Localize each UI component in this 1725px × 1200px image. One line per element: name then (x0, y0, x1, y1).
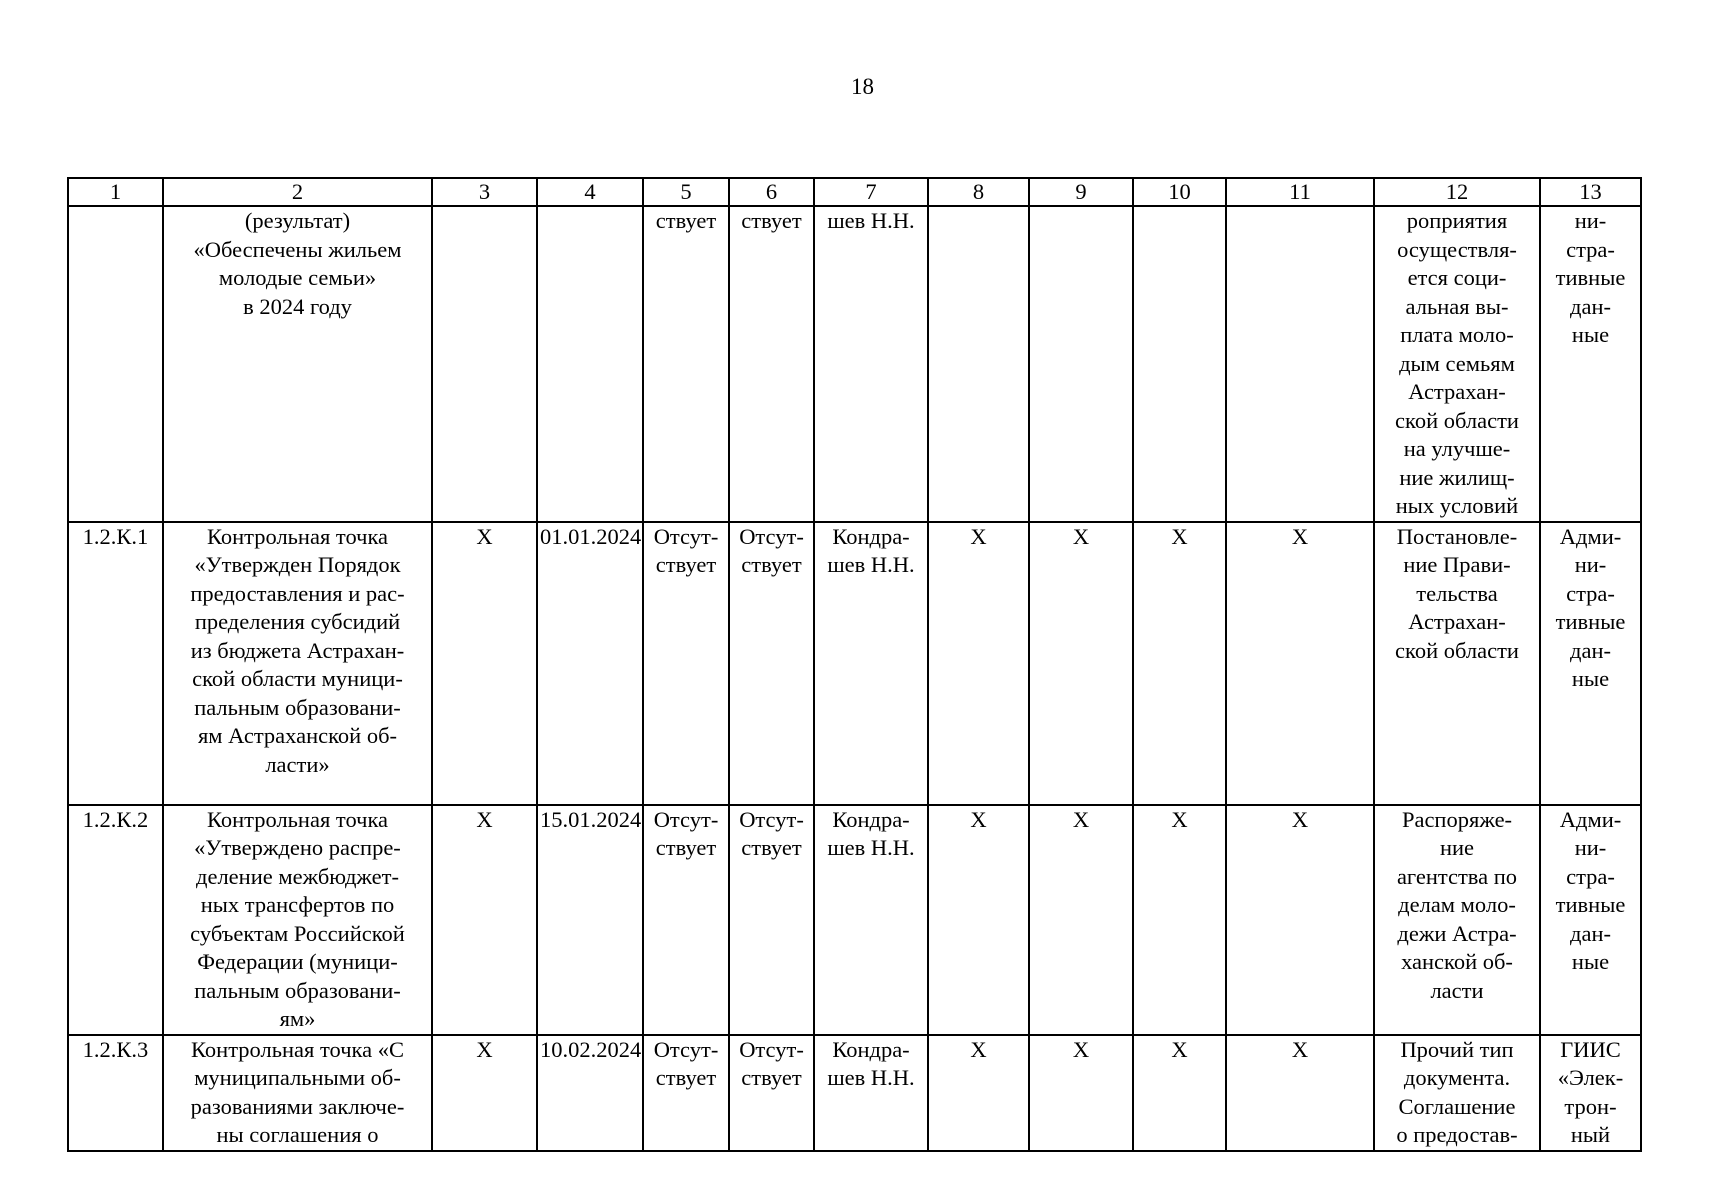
column-header: 7 (814, 178, 928, 206)
cell-col5: Отсут- ствует (643, 1035, 729, 1151)
cell-col6: Отсут- ствует (729, 1035, 814, 1151)
column-header: 4 (537, 178, 643, 206)
cell-source: ни- стра- тивные дан- ные (1540, 206, 1641, 522)
cell-date: 01.01.2024 (537, 522, 643, 805)
cell-responsible: Кондра- шев Н.Н. (814, 805, 928, 1035)
column-header: 6 (729, 178, 814, 206)
column-header: 10 (1133, 178, 1226, 206)
column-header: 12 (1374, 178, 1540, 206)
cell-col8: Х (928, 522, 1029, 805)
column-header: 2 (163, 178, 432, 206)
column-header: 9 (1029, 178, 1133, 206)
cell-col8: Х (928, 1035, 1029, 1151)
cell-code: 1.2.К.3 (68, 1035, 163, 1151)
cell-name: Контрольная точка «С муниципальными об- разованиями заключе- ны соглашения о (163, 1035, 432, 1151)
page-number: 18 (851, 74, 874, 99)
cell-col5: Отсут- ствует (643, 522, 729, 805)
column-header: 1 (68, 178, 163, 206)
cell-date: 15.01.2024 (537, 805, 643, 1035)
cell-name: (результат) «Обеспечены жильем молодые семьи» в 2024 году (163, 206, 432, 522)
table-row (68, 206, 1641, 522)
cell-document: Распоряже- ние агентства по делам моло- дежи Астра- ханской об- ласти (1374, 805, 1540, 1035)
cell-document: Постановле- ние Прави- тельства Астрахан- ской области (1374, 522, 1540, 805)
cell-document: Прочий тип документа. Соглашение о предостав- (1374, 1035, 1540, 1151)
cell-col10: Х (1133, 522, 1226, 805)
cell-code (68, 206, 163, 522)
cell-col9: Х (1029, 522, 1133, 805)
cell-col3: Х (432, 805, 537, 1035)
cell-col4 (537, 206, 643, 522)
cell-code: 1.2.К.2 (68, 805, 163, 1035)
column-header: 5 (643, 178, 729, 206)
cell-source: Адми- ни- стра- тивные дан- ные (1540, 522, 1641, 805)
cell-document: роприятия осуществля- ется соци- альная вы- плата моло- дым семьям Астрахан- ской области на улучше- ние жилищ- ных условий (1374, 206, 1540, 522)
cell-col10 (1133, 206, 1226, 522)
cell-col11: Х (1226, 805, 1374, 1035)
cell-col5: Отсут- ствует (643, 805, 729, 1035)
cell-col9: Х (1029, 805, 1133, 1035)
cell-col3 (432, 206, 537, 522)
cell-col8 (928, 206, 1029, 522)
column-header: 3 (432, 178, 537, 206)
column-header: 8 (928, 178, 1029, 206)
table-row (68, 805, 1641, 1035)
column-header: 11 (1226, 178, 1374, 206)
cell-responsible: Кондра- шев Н.Н. (814, 1035, 928, 1151)
cell-col8: Х (928, 805, 1029, 1035)
cell-col3: Х (432, 1035, 537, 1151)
data-table (67, 177, 1642, 1152)
cell-col11 (1226, 206, 1374, 522)
cell-source: ГИИС «Элек- трон- ный (1540, 1035, 1641, 1151)
cell-col6: ствует (729, 206, 814, 522)
cell-col11: Х (1226, 1035, 1374, 1151)
cell-name: Контрольная точка «Утвержден Порядок предоставления и рас- пределения субсидий из бюджета Астрахан- ской области муници- пальным образовани- ям Астраханской об- ласти» (163, 522, 432, 805)
column-header: 13 (1540, 178, 1641, 206)
table-row (68, 522, 1641, 805)
cell-col9: Х (1029, 1035, 1133, 1151)
cell-col5: ствует (643, 206, 729, 522)
cell-col11: Х (1226, 522, 1374, 805)
cell-responsible: шев Н.Н. (814, 206, 928, 522)
table-header-row (68, 178, 1641, 206)
cell-col6: Отсут- ствует (729, 522, 814, 805)
cell-source: Адми- ни- стра- тивные дан- ные (1540, 805, 1641, 1035)
cell-code: 1.2.К.1 (68, 522, 163, 805)
cell-name: Контрольная точка «Утверждено распре- деление межбюджет- ных трансфертов по субъектам Российской Федерации (муници- пальным образовани- ям» (163, 805, 432, 1035)
table-row (68, 1035, 1641, 1151)
cell-col10: Х (1133, 1035, 1226, 1151)
cell-col9 (1029, 206, 1133, 522)
cell-col3: Х (432, 522, 537, 805)
cell-date: 10.02.2024 (537, 1035, 643, 1151)
cell-responsible: Кондра- шев Н.Н. (814, 522, 928, 805)
cell-col6: Отсут- ствует (729, 805, 814, 1035)
cell-col10: Х (1133, 805, 1226, 1035)
